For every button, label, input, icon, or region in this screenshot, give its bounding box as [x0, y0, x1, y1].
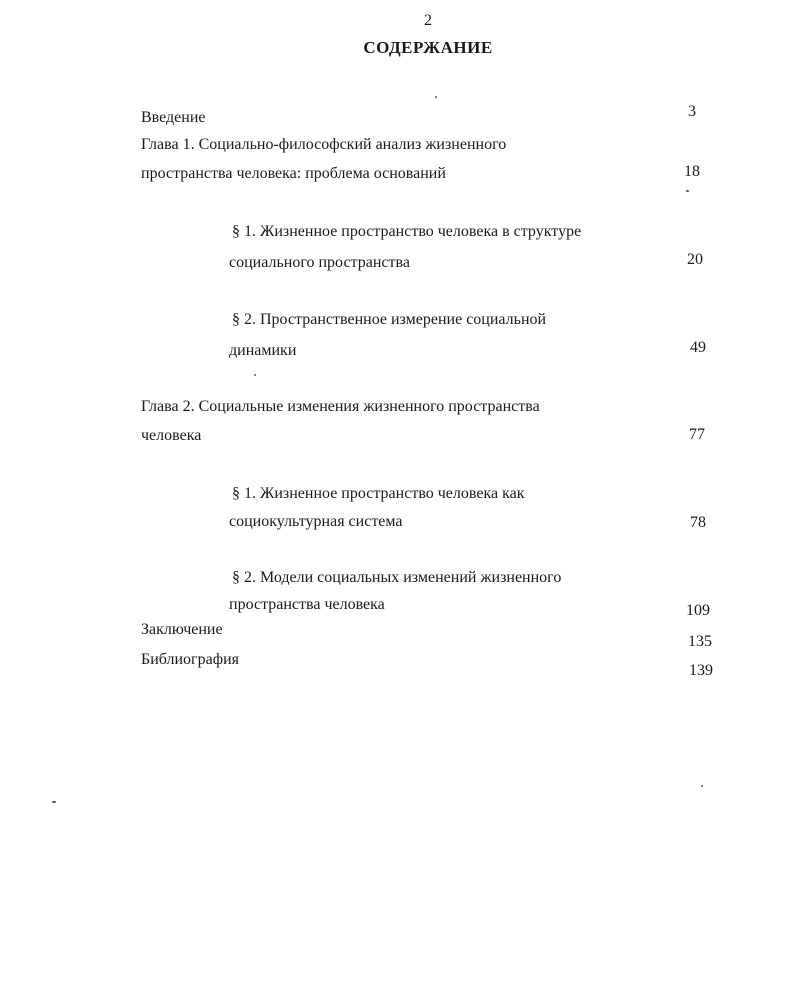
toc-entry-line-2: динамики — [229, 342, 297, 359]
page-number: 2 — [424, 12, 432, 29]
toc-entry-line-2: человека — [141, 427, 202, 444]
scan-speck — [254, 374, 256, 376]
toc-entry-page: 3 — [688, 103, 696, 120]
toc-entry-line-2: пространства человека: проблема оснований — [141, 165, 446, 182]
toc-entry-page: 139 — [689, 662, 713, 679]
toc-entry-line-2: пространства человека — [229, 596, 385, 613]
toc-entry-page: 20 — [687, 251, 703, 268]
toc-entry-line-1: § 2. Пространственное измерение социальной — [232, 311, 547, 328]
scan-speck — [686, 190, 689, 192]
toc-entry-label: Библиография — [141, 651, 239, 668]
toc-entry-line-1: § 1. Жизненное пространство человека в структуре — [232, 223, 582, 240]
toc-entry-line-1: § 2. Модели социальных изменений жизненного — [232, 569, 562, 586]
toc-entry-line-1: Глава 2. Социальные изменения жизненного пространства — [141, 398, 540, 415]
toc-entry-page: 135 — [688, 633, 712, 650]
page-title: СОДЕРЖАНИЕ — [363, 38, 493, 57]
toc-entry-page: 49 — [690, 339, 706, 356]
toc-entry-label: Введение — [141, 109, 206, 126]
toc-entry-line-1: Глава 1. Социально-философский анализ жизненного — [141, 136, 507, 153]
scan-speck — [435, 96, 437, 98]
toc-entry-page: 77 — [689, 426, 705, 443]
toc-entry-page: 109 — [686, 602, 710, 619]
toc-entry-label: Заключение — [141, 621, 223, 638]
toc-entry-page: 78 — [690, 514, 706, 531]
toc-entry-line-2: социокультурная система — [229, 513, 403, 530]
toc-entry-line-1: § 1. Жизненное пространство человека как — [232, 485, 525, 502]
scan-speck — [52, 801, 56, 803]
toc-entry-page: 18 — [684, 163, 700, 180]
scan-speck — [701, 785, 703, 787]
toc-entry-line-2: социального пространства — [229, 254, 410, 271]
